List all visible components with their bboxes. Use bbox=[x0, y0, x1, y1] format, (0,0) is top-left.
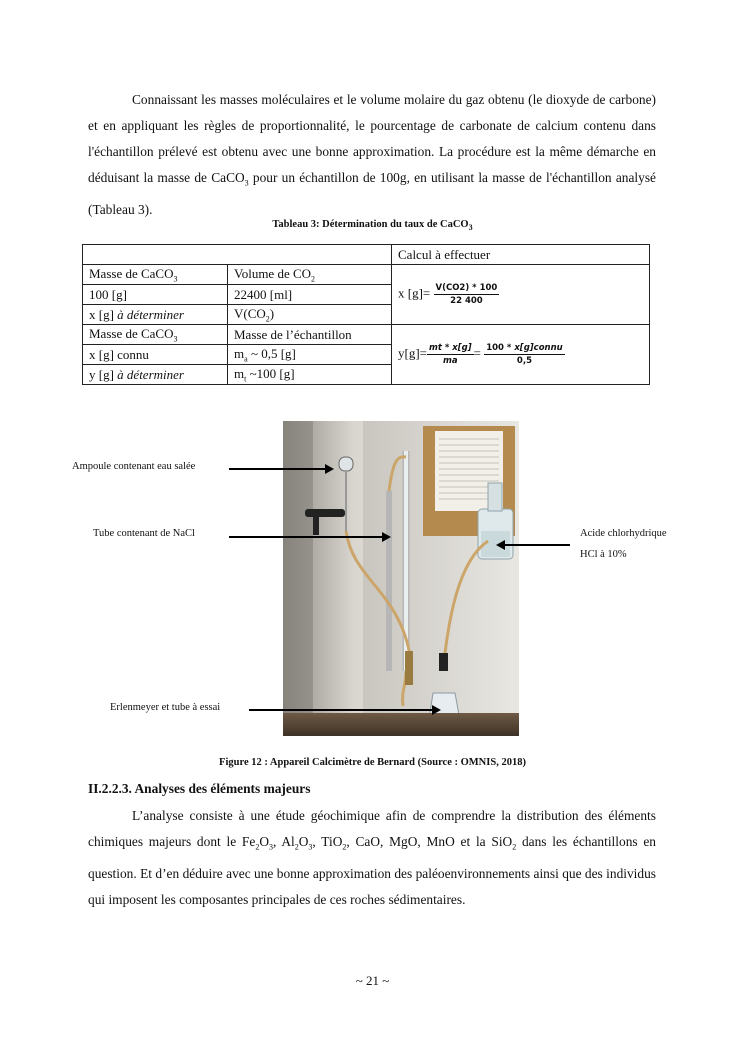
label-ampoule: Ampoule contenant eau salée bbox=[72, 461, 196, 472]
arrow-tube-icon bbox=[229, 536, 389, 538]
table-cell: $m_t$ ~100 [g] bbox=[228, 365, 392, 385]
table-row bbox=[83, 265, 650, 285]
table-cell: Masse de CaCO$_3$ bbox=[83, 265, 228, 285]
table-cell: Volume de $CO_2$ bbox=[228, 265, 392, 285]
arrow-erlenmeyer-icon bbox=[249, 709, 439, 711]
label-tube: Tube contenant de NaCl bbox=[93, 528, 195, 539]
table-header-calc: Calcul à effectuer bbox=[392, 245, 650, 265]
table-cell: 22400 [ml] bbox=[228, 285, 392, 305]
table-cell: x [g] connu bbox=[83, 345, 228, 365]
intro-paragraph: Connaissant les masses moléculaires et le volume molaire du gaz obtenu (le dioxyde de carbone) et en appliquant les règles de proportionnalité, le pourcentage de carbonate de calcium contenu dans l'échantillon prélevé est obtenu avec une bonne approximation. La procédure est la même démarche en déduisant la masse de CaCO$_3$ pour un échantillon de 100g, en utilisant la masse de l'échantillon analysé (Tableau 3). bbox=[88, 92, 656, 217]
table-header-blank bbox=[83, 245, 392, 265]
table-cell: Masse de l’échantillon bbox=[228, 325, 392, 345]
formula-y-cell: y[g]= $\frac{mt * x[g]}{ma}$ = $\frac{\text{100 * x[g]connu}}{0,5}$ bbox=[392, 325, 650, 385]
table-cell: Masse de CaCO$_3$ bbox=[83, 325, 228, 345]
label-acide-2: HCl à 10% bbox=[580, 549, 627, 560]
table-row bbox=[83, 325, 650, 345]
table-header-row bbox=[83, 245, 650, 265]
label-erlenmeyer: Erlenmeyer et tube à essai bbox=[110, 702, 221, 713]
calculation-table bbox=[82, 244, 650, 385]
formula-x-fraction: $\frac{V(CO2) * 100}{22 400}$ bbox=[435, 283, 498, 306]
table-caption: Tableau 3: Détermination du taux de CaCO$_3$ bbox=[272, 219, 473, 233]
formula-y-fraction-1: $\frac{mt * x[g]}{ma}$ bbox=[429, 343, 472, 366]
table-cell: y [g] à déterminer bbox=[83, 365, 228, 385]
table-cell: $m_a$ ~ 0,5 [g] bbox=[228, 345, 392, 365]
arrow-ampoule-icon bbox=[229, 468, 332, 470]
formula-x-cell: x [g]= $\frac{V(CO2) * 100}{22 400}$ bbox=[392, 265, 650, 325]
table-cell: x [g] à déterminer bbox=[83, 305, 228, 325]
formula-y-fraction-2: $\frac{\text{100 * x[g]connu}}{0,5}$ bbox=[486, 343, 563, 366]
label-acide-1: Acide chlorhydrique bbox=[580, 528, 667, 539]
figure-caption: Figure 12 : Appareil Calcimètre de Bernard (Source : OMNIS, 2018) bbox=[219, 757, 526, 768]
arrow-acide-icon bbox=[498, 544, 570, 546]
section-heading: II.2.2.3. Analyses des éléments majeurs bbox=[88, 781, 311, 796]
section-paragraph: L’analyse consiste à une étude géochimique afin de comprendre la distribution des éléments chimiques majeurs dont le $Fe_2O_3$, $Al_2O_3$, TiO$_2$, CaO, MgO, MnO et la SiO$_2$ dans les échantillons en question. Et d’en déduire avec une bonne approximation des paléoenvironnements ainsi que des individus qui imposent les composantes principales de ces roches sédimentaires. bbox=[88, 808, 656, 907]
table-cell: $V(CO_2)$ bbox=[228, 305, 392, 325]
page-number: ~ 21 ~ bbox=[355, 973, 390, 988]
table-cell: 100 [g] bbox=[83, 285, 228, 305]
